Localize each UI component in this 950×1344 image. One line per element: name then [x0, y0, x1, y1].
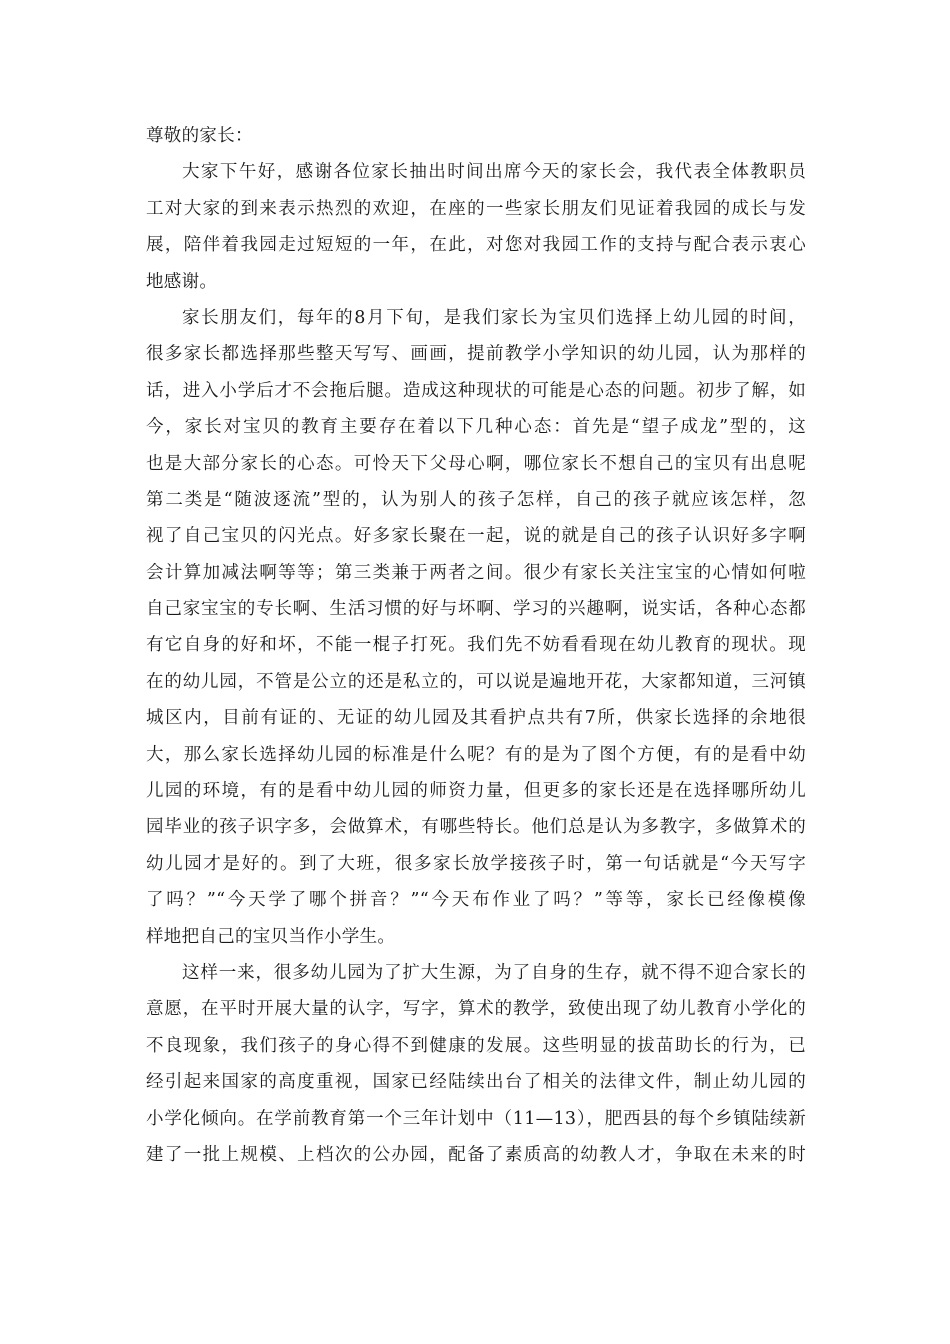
paragraph-line: 第二类是“随波逐流”型的，认为别人的孩子怎样，自己的孩子就应该怎样，忽	[146, 489, 806, 510]
paragraph-line: 会计算加减法啊等等；第三类兼于两者之间。很少有家长关注宝宝的心情如何啦	[146, 562, 806, 583]
paragraph-line: 样地把自己的宝贝当作小学生。	[146, 926, 396, 947]
paragraph-line: 视了自己宝贝的闪光点。好多家长聚在一起，说的就是自己的孩子认识好多字啊	[146, 526, 806, 547]
paragraph-line: 大家下午好，感谢各位家长抽出时间出席今天的家长会，我代表全体教职员	[182, 162, 806, 183]
paragraph-line: 意愿，在平时开展大量的认字，写字，算术的教学，致使出现了幼儿教育小学化的	[146, 999, 806, 1020]
paragraph-line: 很多家长都选择那些整天写写、画画，提前教学小学知识的幼儿园，认为那样的	[146, 344, 806, 365]
letter-body	[146, 118, 806, 1173]
paragraph-line: 小学化倾向。在学前教育第一个三年计划中（11—13），肥西县的每个乡镇陆续新	[146, 1108, 806, 1129]
paragraph-line: 工对大家的到来表示热烈的欢迎，在座的一些家长朋友们见证着我园的成长与发	[146, 198, 806, 219]
paragraph-line: 这样一来，很多幼儿园为了扩大生源，为了自身的生存，就不得不迎合家长的	[182, 962, 806, 983]
paragraph-line: 今，家长对宝贝的教育主要存在着以下几种心态：首先是“望子成龙”型的，这	[146, 417, 806, 438]
paragraph-line: 经引起来国家的高度重视，国家已经陆续出台了相关的法律文件，制止幼儿园的	[146, 1072, 806, 1093]
paragraph-line: 展，陪伴着我园走过短短的一年，在此，对您对我园工作的支持与配合表示衷心	[146, 235, 806, 256]
paragraph-line: 园毕业的孩子识字多，会做算术，有哪些特长。他们总是认为多教字，多做算术的	[146, 817, 806, 838]
paragraph-3	[146, 955, 806, 1173]
salutation: 尊敬的家长：	[146, 126, 253, 146]
paragraph-line: 儿园的环境，有的是看中幼儿园的师资力量，但更多的家长还是在选择哪所幼儿	[146, 781, 806, 802]
paragraph-line: 在的幼儿园，不管是公立的还是私立的，可以说是遍地开花，大家都知道，三河镇	[146, 671, 806, 692]
paragraph-line: 地感谢。	[146, 271, 218, 292]
paragraph-line: 大，那么家长选择幼儿园的标准是什么呢？有的是为了图个方便，有的是看中幼	[146, 744, 806, 765]
paragraph-2	[146, 300, 806, 955]
paragraph-line: 了吗？”“今天学了哪个拼音？”“今天布作业了吗？”等等，家长已经像模像	[146, 890, 806, 911]
paragraph-line: 话，进入小学后才不会拖后腿。造成这种现状的可能是心态的问题。初步了解，如	[146, 380, 806, 401]
paragraph-line: 建了一批上规模、上档次的公办园，配备了素质高的幼教人才，争取在未来的时	[146, 1144, 806, 1165]
paragraph-line: 幼儿园才是好的。到了大班，很多家长放学接孩子时，第一句话就是“今天写字	[146, 853, 806, 874]
paragraph-line: 不良现象，我们孩子的身心得不到健康的发展。这些明显的拔苗助长的行为，已	[146, 1035, 806, 1056]
paragraph-line: 自己家宝宝的专长啊、生活习惯的好与坏啊、学习的兴趣啊，说实话，各种心态都	[146, 599, 806, 620]
paragraph-1	[146, 154, 806, 300]
paragraph-line: 家长朋友们，每年的8月下旬，是我们家长为宝贝们选择上幼儿园的时间，	[182, 307, 806, 328]
paragraph-line: 城区内，目前有证的、无证的幼儿园及其看护点共有7所，供家长选择的余地很	[146, 708, 806, 729]
paragraph-line: 有它自身的好和坏，不能一棍子打死。我们先不妨看看现在幼儿教育的现状。现	[146, 635, 806, 656]
paragraph-line: 也是大部分家长的心态。可怜天下父母心啊，哪位家长不想自己的宝贝有出息呢	[146, 453, 806, 474]
